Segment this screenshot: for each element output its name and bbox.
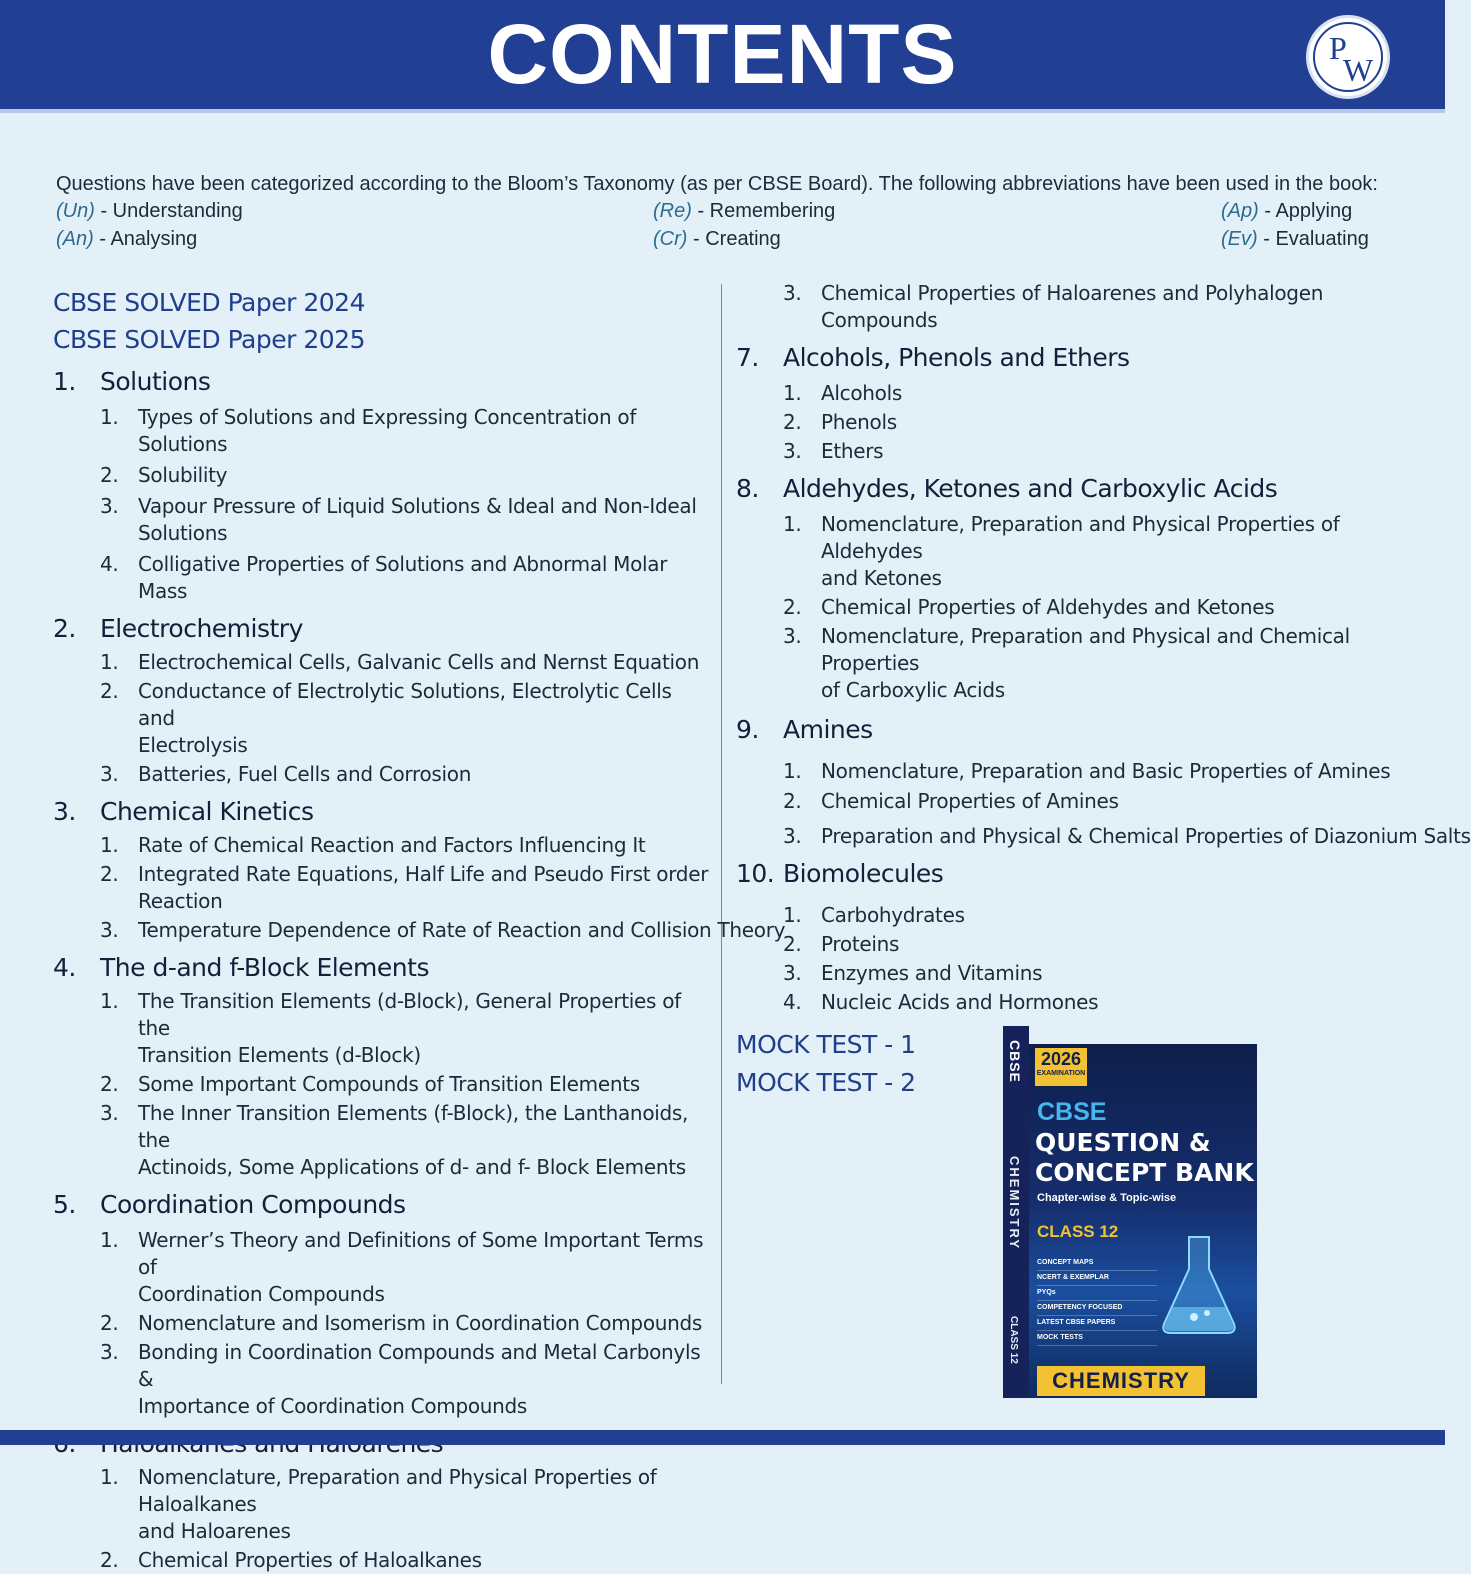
year-label: EXAMINATION — [1036, 1070, 1086, 1077]
topic-text: Alcohols — [821, 381, 902, 405]
logo-letter-w: W — [1343, 52, 1374, 88]
topic-text-continued: Coordination Compounds — [138, 1282, 385, 1306]
topic-number: 3. — [783, 281, 802, 305]
cover-feature: COMPETENCY FOCUSED — [1037, 1301, 1157, 1316]
chapter-number: 10. — [736, 859, 775, 888]
abbreviation-code: (Ev) — [1221, 228, 1258, 250]
book-cover-image — [1003, 1026, 1257, 1398]
cover-feature: LATEST CBSE PAPERS — [1037, 1316, 1157, 1331]
abbreviation-code: (Re) — [653, 200, 692, 222]
chapter-title: Chemical Kinetics — [100, 797, 314, 826]
topic-number: 3. — [783, 824, 802, 848]
topic-number: 4. — [783, 990, 802, 1014]
topic-number: 3. — [783, 961, 802, 985]
chapter-title: Electrochemistry — [100, 614, 303, 643]
chapter-number: 4. — [53, 953, 76, 982]
topic-text-continued: and Haloarenes — [138, 1519, 291, 1543]
cover-feature: MOCK TESTS — [1037, 1331, 1157, 1346]
chapter-number: 8. — [736, 474, 759, 503]
abbreviation-label: - Creating — [687, 228, 781, 250]
chapter-2-heading[interactable] — [53, 613, 713, 645]
abbreviation-code: (Un) — [56, 200, 95, 222]
topic-text: Nomenclature and Isomerism in Coordination Compounds — [138, 1311, 703, 1335]
year-number: 2026 — [1040, 1049, 1082, 1069]
abbreviation-analysing — [56, 225, 197, 253]
topic-text-continued: Electrolysis — [138, 733, 248, 757]
topic-item[interactable] — [736, 989, 1396, 1016]
chapter-title: Alcohols, Phenols and Ethers — [783, 343, 1130, 372]
topic-text: Werner’s Theory and Definitions of Some Important Terms of — [138, 1228, 704, 1279]
cover-title — [1035, 1128, 1254, 1188]
chapter-5-heading[interactable] — [53, 1189, 713, 1221]
chapter-1-heading[interactable] — [53, 366, 713, 398]
topic-text: Solubility — [138, 463, 228, 487]
topic-number: 1. — [100, 405, 119, 429]
abbreviation-label: - Understanding — [94, 200, 243, 222]
topic-text: Enzymes and Vitamins — [821, 961, 1043, 985]
header-banner — [0, 0, 1445, 113]
mock-test-2-link[interactable]: MOCK TEST - 2 — [736, 1068, 916, 1097]
topic-number: 1. — [100, 1465, 119, 1489]
topic-item[interactable] — [736, 758, 1396, 785]
topic-text: Integrated Rate Equations, Half Life and Pseudo First order — [138, 862, 709, 886]
pw-logo — [1306, 15, 1390, 99]
topic-text: Types of Solutions and Expressing Concentration of Solutions — [138, 405, 637, 456]
topic-text: Colligative Properties of Solutions and Abnormal Molar Mass — [138, 552, 668, 603]
cover-feature: NCERT & EXEMPLAR — [1037, 1271, 1157, 1286]
topic-text: Chemical Properties of Amines — [821, 789, 1119, 813]
topic-number: 1. — [100, 989, 119, 1013]
topic-text: Chemical Properties of Aldehydes and Ketones — [821, 595, 1275, 619]
topic-item[interactable] — [53, 1100, 713, 1181]
topic-item[interactable] — [53, 649, 713, 676]
topic-item[interactable] — [53, 1547, 713, 1574]
topic-text: Proteins — [821, 932, 900, 956]
cover-subject-band: CHEMISTRY — [1037, 1366, 1205, 1396]
topic-text-continued: Actinoids, Some Applications of d- and f- Block Elements — [138, 1155, 686, 1179]
topic-item[interactable] — [736, 931, 1396, 958]
abbreviation-applying — [1221, 197, 1352, 225]
book-front-cover — [1029, 1044, 1257, 1398]
intro-text: Questions have been categorized according to the Bloom’s Taxonomy (as per CBSE Board). The following abbreviations have been used in the book: — [56, 173, 1378, 195]
topic-text-continued: Transition Elements (d-Block) — [138, 1043, 421, 1067]
topic-text: Nomenclature, Preparation and Physical and Chemical Properties — [821, 624, 1350, 675]
topic-item[interactable] — [736, 960, 1396, 987]
topic-text: Nomenclature, Preparation and Physical Properties of Aldehydes — [821, 512, 1340, 563]
topic-item[interactable] — [736, 511, 1396, 592]
footer-bar — [0, 1430, 1445, 1445]
topic-text: Batteries, Fuel Cells and Corrosion — [138, 762, 472, 786]
topic-item[interactable] — [53, 493, 713, 547]
topic-item[interactable] — [53, 462, 713, 489]
topic-number: 1. — [100, 650, 119, 674]
spine-subject: CHEMISTRY — [1007, 1156, 1022, 1251]
topic-text: Phenols — [821, 410, 897, 434]
topic-text-continued: Solutions — [138, 521, 228, 545]
pw-logo-ring — [1313, 22, 1383, 92]
spine-class: CLASS 12 — [1008, 1316, 1019, 1364]
topic-number: 1. — [783, 512, 802, 536]
solved-paper-2024-link[interactable]: CBSE SOLVED Paper 2024 — [53, 288, 365, 317]
column-divider — [721, 284, 722, 1384]
topic-item[interactable] — [736, 438, 1396, 465]
topic-number: 2. — [100, 679, 119, 703]
topic-text-continued: and Ketones — [821, 566, 942, 590]
topic-item[interactable] — [736, 623, 1396, 704]
topic-item[interactable] — [53, 1310, 713, 1337]
topic-item[interactable] — [53, 861, 713, 915]
chapter-7-heading[interactable] — [736, 342, 1396, 374]
book-spine — [1003, 1026, 1029, 1398]
abbreviation-row-2 — [56, 225, 1396, 253]
topic-number: 1. — [100, 1228, 119, 1252]
topic-item[interactable] — [53, 761, 713, 788]
topic-number: 4. — [100, 552, 119, 576]
topic-item[interactable] — [53, 832, 713, 859]
chapter-9-heading[interactable] — [736, 714, 1396, 746]
cover-title-line-2: CONCEPT BANK — [1035, 1158, 1254, 1187]
topic-text: Rate of Chemical Reaction and Factors Influencing It — [138, 833, 646, 857]
topic-item[interactable] — [736, 409, 1396, 436]
topic-number: 2. — [783, 932, 802, 956]
topic-number: 2. — [783, 595, 802, 619]
page-title: CONTENTS — [487, 7, 958, 101]
cover-feature: CONCEPT MAPS — [1037, 1256, 1157, 1271]
topic-text: Chemical Properties of Haloalkanes — [138, 1548, 482, 1572]
topic-item[interactable] — [736, 788, 1396, 815]
topic-text: Chemical Properties of Haloarenes and Polyhalogen Compounds — [821, 281, 1324, 332]
topic-text: Nomenclature, Preparation and Physical Properties of Haloalkanes — [138, 1465, 657, 1516]
topic-item[interactable] — [736, 280, 1396, 334]
topic-item[interactable] — [53, 1071, 713, 1098]
chapter-number: 2. — [53, 614, 76, 643]
abbreviation-creating — [653, 225, 781, 253]
topic-item[interactable] — [53, 1227, 713, 1308]
topic-number: 2. — [100, 1311, 119, 1335]
abbreviation-label: - Analysing — [93, 228, 198, 250]
topic-number: 3. — [100, 918, 119, 942]
chapter-3-heading[interactable] — [53, 796, 713, 828]
topic-text: Preparation and Physical & Chemical Properties of Diazonium Salts — [821, 824, 1471, 848]
topic-item[interactable] — [736, 594, 1396, 621]
topic-item[interactable] — [53, 551, 713, 605]
year-badge — [1035, 1048, 1087, 1086]
solved-paper-2025-link[interactable]: CBSE SOLVED Paper 2025 — [53, 325, 365, 354]
chapter-number: 7. — [736, 343, 759, 372]
topic-number: 3. — [100, 1101, 119, 1125]
chapter-title: The d-and f-Block Elements — [100, 953, 429, 982]
topic-text-continued: of Carboxylic Acids — [821, 678, 1005, 702]
abbreviation-code: (Cr) — [653, 228, 688, 250]
abbreviation-label: - Evaluating — [1257, 228, 1369, 250]
topic-item[interactable] — [53, 917, 786, 944]
topic-number: 2. — [100, 1548, 119, 1572]
cover-class: CLASS 12 — [1037, 1222, 1119, 1241]
abbreviation-row-1 — [56, 197, 1396, 225]
topic-item[interactable] — [53, 678, 713, 759]
chapter-title: Solutions — [100, 367, 211, 396]
intro-section — [56, 171, 1396, 253]
topic-number: 3. — [100, 1340, 119, 1364]
abbreviation-understanding — [56, 197, 243, 225]
cover-feature: PYQs — [1037, 1286, 1157, 1301]
chapter-number: 3. — [53, 797, 76, 826]
topic-text: Nomenclature, Preparation and Basic Properties of Amines — [821, 759, 1391, 783]
cover-title-line-1: QUESTION & — [1035, 1128, 1211, 1157]
topic-text: Ethers — [821, 439, 884, 463]
topic-text: Conductance of Electrolytic Solutions, Electrolytic Cells and — [138, 679, 672, 730]
cover-features-list — [1037, 1256, 1157, 1346]
topic-number: 2. — [783, 410, 802, 434]
abbreviation-remembering — [653, 197, 835, 225]
topic-number: 1. — [783, 381, 802, 405]
topic-number: 3. — [100, 762, 119, 786]
topic-text: Carbohydrates — [821, 903, 965, 927]
topic-item[interactable] — [53, 1464, 713, 1545]
abbreviation-code: (An) — [56, 228, 94, 250]
cover-cbse: CBSE — [1037, 1098, 1107, 1126]
chapter-number: 1. — [53, 367, 76, 396]
abbreviation-code: (Ap) — [1221, 200, 1259, 222]
abbreviation-label: - Remembering — [691, 200, 836, 222]
mock-test-1-link[interactable]: MOCK TEST - 1 — [736, 1030, 916, 1059]
topic-item[interactable] — [736, 380, 1396, 407]
topic-text: The Transition Elements (d-Block), General Properties of the — [138, 989, 681, 1040]
contents-right-column — [736, 280, 1471, 1102]
topic-number: 3. — [783, 439, 802, 463]
chapter-number: 9. — [736, 715, 759, 744]
topic-number: 1. — [100, 833, 119, 857]
topic-text-continued: Importance of Coordination Compounds — [138, 1394, 528, 1418]
abbreviation-evaluating — [1221, 225, 1369, 253]
topic-number: 1. — [783, 759, 802, 783]
topic-item[interactable] — [736, 902, 1396, 929]
topic-number: 2. — [783, 789, 802, 813]
topic-item[interactable] — [736, 823, 1471, 850]
topic-number: 2. — [100, 463, 119, 487]
flask-icon — [1149, 1229, 1249, 1339]
chapter-number: 5. — [53, 1190, 76, 1219]
cover-tagline: Chapter-wise & Topic-wise — [1037, 1192, 1177, 1204]
topic-number: 2. — [100, 1072, 119, 1096]
topic-text: The Inner Transition Elements (f-Block), the Lanthanoids, the — [138, 1101, 689, 1152]
topic-text: Some Important Compounds of Transition Elements — [138, 1072, 640, 1096]
chapter-title: Aldehydes, Ketones and Carboxylic Acids — [783, 474, 1278, 503]
topic-item[interactable] — [53, 988, 713, 1069]
topic-text-continued: Reaction — [138, 889, 223, 913]
logo-letter-p: P — [1329, 30, 1347, 66]
topic-number: 1. — [783, 903, 802, 927]
abbreviation-label: - Applying — [1258, 200, 1353, 222]
topic-item[interactable] — [53, 404, 713, 458]
topic-text: Temperature Dependence of Rate of Reaction and Collision Theory — [138, 918, 786, 942]
chapter-10-heading[interactable] — [736, 858, 1396, 890]
topic-text: Vapour Pressure of Liquid Solutions & Ideal and Non-Ideal — [138, 494, 697, 518]
topic-text: Bonding in Coordination Compounds and Metal Carbonyls & — [138, 1340, 701, 1391]
chapter-title: Biomolecules — [783, 859, 944, 888]
chapter-title: Amines — [783, 715, 873, 744]
chapter-4-heading[interactable] — [53, 952, 713, 984]
chapter-8-heading[interactable] — [736, 473, 1396, 505]
topic-text: Electrochemical Cells, Galvanic Cells and Nernst Equation — [138, 650, 700, 674]
topic-text: Nucleic Acids and Hormones — [821, 990, 1099, 1014]
topic-number: 3. — [783, 624, 802, 648]
topic-number: 3. — [100, 494, 119, 518]
topic-number: 2. — [100, 862, 119, 886]
topic-item[interactable] — [53, 1339, 713, 1420]
spine-cbse: CBSE — [1007, 1040, 1023, 1083]
chapter-title: Coordination Compounds — [100, 1190, 406, 1219]
